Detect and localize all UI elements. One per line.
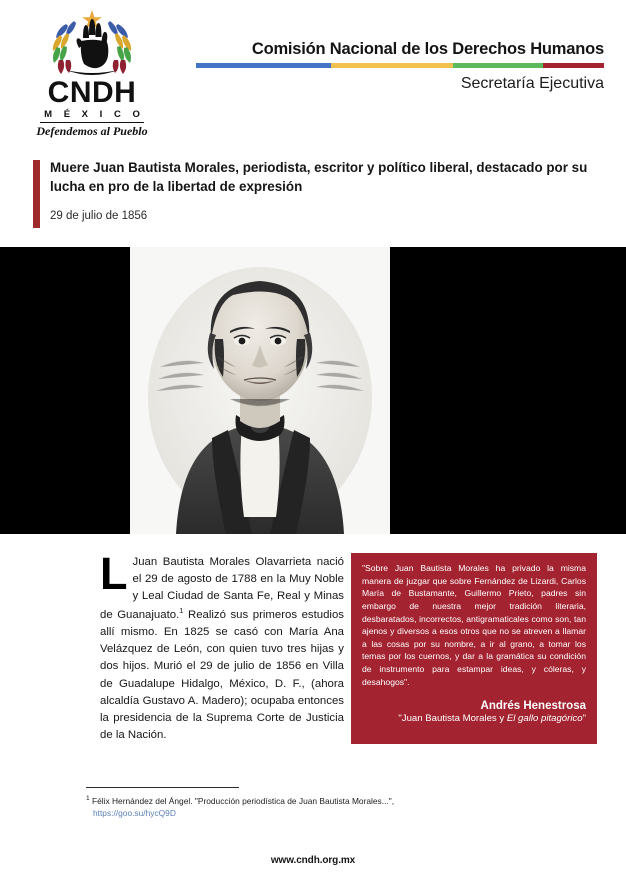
body-text-part1: Juan Bautista Morales Olavarrieta nació el 29 de agosto de 1788 en la Muy Noble y Leal Ciudad de Santa Fe, Real y Minas de Guanajuato. (100, 556, 344, 622)
brand-color-bar (196, 63, 604, 68)
logo-country: M É X I C O (44, 109, 145, 120)
quote-text: "Sobre Juan Bautista Morales ha privado la misma manera de juzgar que sobre Fernández de Lizardi, Carlos María de Bustamante, Guillermo Prieto, padres sin embargo de nuestra mejor tradición literaria, desbaratados, incorrectos, antigramaticales como son, tan ajenos y diversos a esos otros que no se atreven a llamar a las cosas por su nombre, a ir al grano, a tomar los temas por los cuernos, y dar a la gramática su condición de instrumento para estampar ideas, y cóleras, y desahogos". (362, 563, 586, 687)
pull-quote-box (351, 553, 597, 744)
color-bar-blue (196, 63, 331, 68)
title-accent-bar (33, 160, 40, 228)
body-text-part2: Realizó sus primeros estudios allí mismo. En 1825 se casó con María Ana Velázquez de León, con quien tuvo tres hijas y dos hijos. Murió el 29 de julio de 1856 en Villa de Guadalupe Hidalgo, México, D. F., (ahora alcaldía Gustavo A. Madero); ocupaba entonces la presidencia de la Suprema Corte de Justicia de la Nación. (100, 609, 344, 741)
quote-source-suffix: " (582, 713, 586, 725)
footer-website[interactable]: www.cndh.org.mx (270, 855, 356, 866)
color-bar-gold (331, 63, 453, 68)
quote-source (362, 713, 586, 724)
article-title-area (0, 152, 626, 244)
footnote-area (86, 787, 556, 818)
footnote-marker: 1 (86, 795, 90, 803)
content-area (0, 550, 626, 750)
logo-divider (40, 122, 144, 123)
page-header (0, 0, 626, 147)
logo-acronym: CNDH (47, 76, 137, 109)
logo-tagline: Defendemos al Pueblo (36, 124, 148, 138)
quote-source-title: El gallo pitagórico (506, 713, 583, 725)
drop-cap: L (100, 548, 128, 599)
cndh-logo (22, 8, 162, 140)
color-bar-red (543, 63, 604, 68)
organization-subtitle: Secretaría Ejecutiva (460, 75, 604, 92)
quote-author: Andrés Henestrosa (480, 700, 586, 713)
page-title: Muere Juan Bautista Morales, periodista, escritor y político liberal, destacado por su lucha en pro de la libertad de expresión (50, 160, 588, 195)
article-date: 29 de julio de 1856 (50, 210, 148, 222)
footnote-reference: 1 (179, 606, 184, 616)
footnote-text (86, 794, 556, 808)
organization-title: Comisión Nacional de los Derechos Humanos (251, 40, 604, 58)
portrait-image (130, 247, 390, 534)
footnote-link[interactable]: https://goo.su/hycQ9D (93, 808, 176, 819)
portrait-band (0, 247, 626, 534)
footnote-citation: Félix Hernández del Ángel. "Producción periodística de Juan Bautista Morales...", (89, 796, 395, 807)
organization-block (196, 40, 604, 93)
cndh-hand-laurel-emblem (36, 8, 148, 80)
quote-source-prefix: "Juan Bautista Morales y (398, 713, 507, 725)
color-bar-green (453, 63, 543, 68)
article-body (100, 548, 344, 744)
footnote-divider (86, 787, 239, 788)
